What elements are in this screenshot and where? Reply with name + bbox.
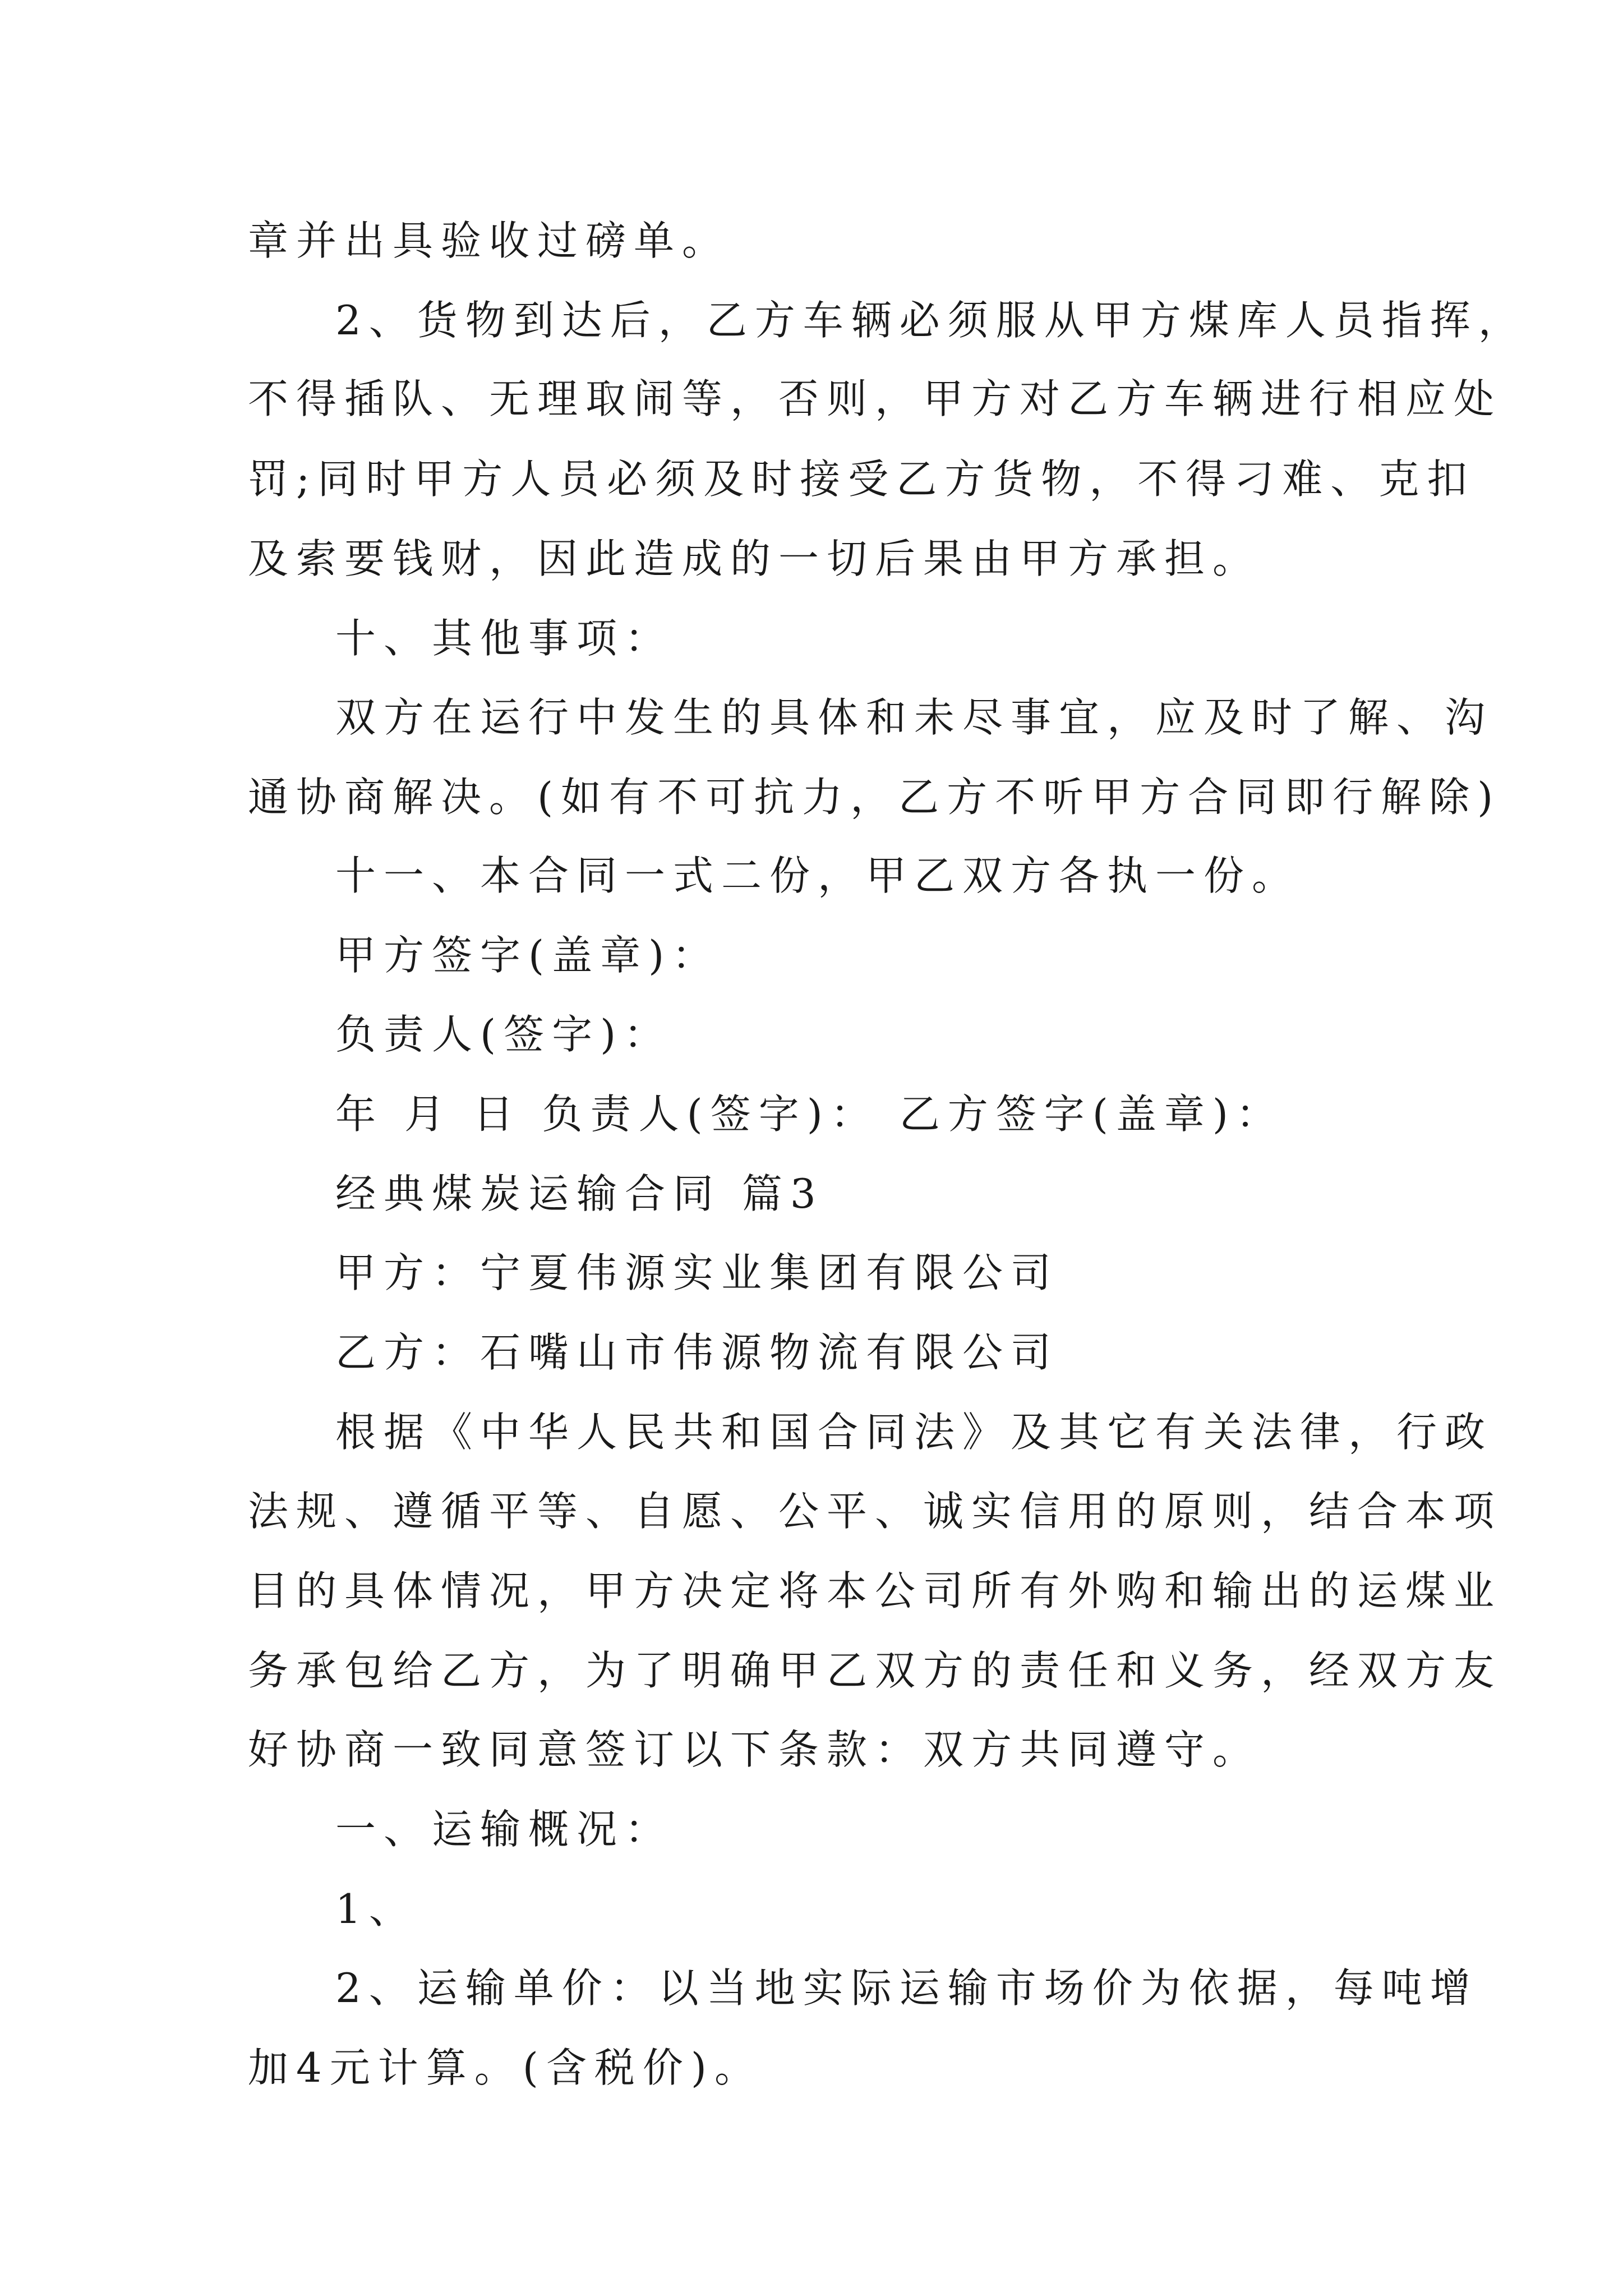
paragraph-line: 章并出具验收过磅单。	[248, 217, 731, 264]
paragraph-line: 1、	[335, 1885, 417, 1932]
paragraph-line: 根据《中华人民共和国合同法》及其它有关法律，行政	[335, 1409, 1493, 1456]
paragraph-line: 十一、本合同一式二份，甲乙双方各执一份。	[335, 852, 1301, 899]
party-b-line: 乙方：石嘴山市伟源物流有限公司	[335, 1329, 1059, 1376]
paragraph-line: 2、运输单价：以当地实际运输市场价为依据，每吨增	[335, 1964, 1478, 2012]
signature-line: 甲方签字(盖章)：	[335, 932, 721, 979]
paragraph-line: 罚;同时甲方人员必须及时接受乙方货物，不得刁难、克扣	[248, 455, 1476, 503]
contract-title: 经典煤炭运输合同 篇3	[335, 1170, 824, 1217]
paragraph-line: 好协商一致同意签订以下条款：双方共同遵守。	[248, 1726, 1261, 1773]
paragraph-line: 双方在运行中发生的具体和未尽事宜，应及时了解、沟	[335, 694, 1493, 741]
paragraph-line: 法规、遵循平等、自愿、公平、诚实信用的原则，结合本项	[248, 1488, 1502, 1535]
paragraph-line: 务承包给乙方，为了明确甲乙双方的责任和义务，经双方友	[248, 1647, 1502, 1694]
paragraph-line: 目的具体情况，甲方决定将本公司所有外购和输出的运煤业	[248, 1567, 1502, 1614]
paragraph-line: 2、货物到达后，乙方车辆必须服从甲方煤库人员指挥，	[335, 297, 1527, 344]
signature-date-line: 年 月 日 负责人(签字)： 乙方签字(盖章)：	[335, 1091, 1284, 1138]
section-heading: 十、其他事项：	[335, 615, 674, 662]
paragraph-line: 加4元计算。(含税价)。	[248, 2044, 763, 2091]
paragraph-line: 不得插队、无理取闹等，否则，甲方对乙方车辆进行相应处	[248, 375, 1502, 422]
signature-line: 负责人(签字)：	[335, 1011, 672, 1058]
paragraph-line: 及索要钱财，因此造成的一切后果由甲方承担。	[248, 535, 1261, 582]
party-a-line: 甲方：宁夏伟源实业集团有限公司	[335, 1249, 1059, 1296]
paragraph-line: 通协商解决。(如有不可抗力，乙方不听甲方合同即行解除)	[248, 774, 1501, 821]
section-heading: 一、运输概况：	[335, 1806, 674, 1853]
